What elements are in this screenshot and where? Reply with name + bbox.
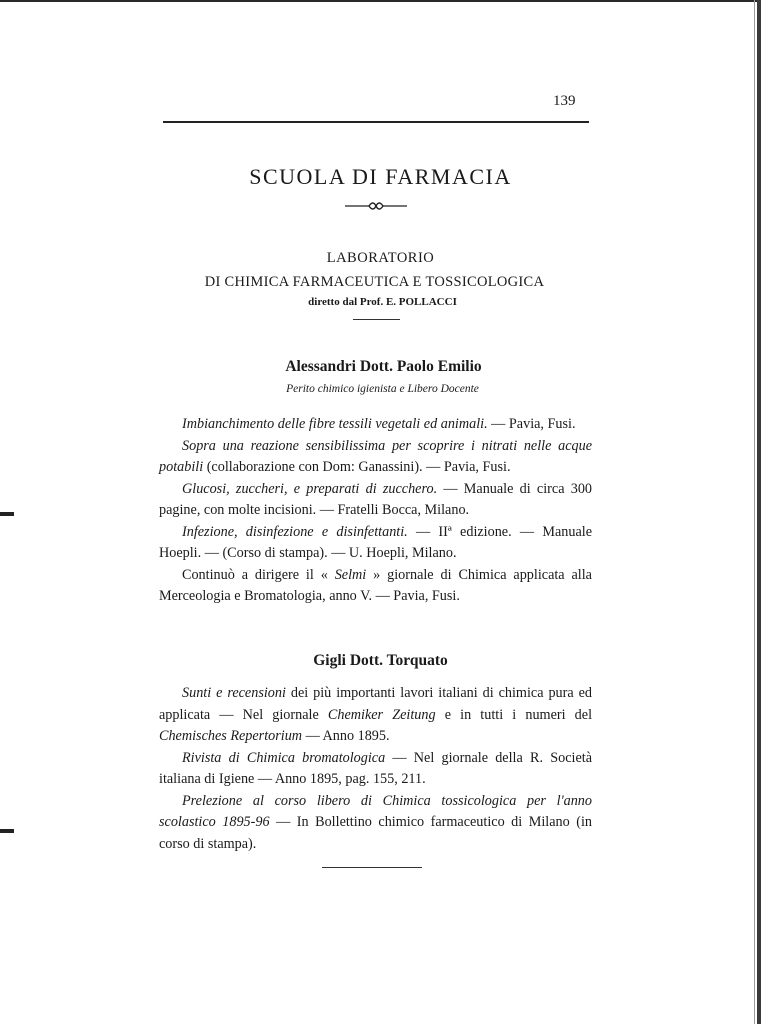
- publication-entry: [159, 522, 592, 565]
- margin-mark: [0, 829, 14, 833]
- ornament-divider-icon: [345, 198, 407, 214]
- laboratory-line1: LABORATORIO: [326, 250, 435, 266]
- publication-list: [159, 683, 592, 855]
- publication-title: Chemiker Zeitung: [327, 706, 436, 723]
- laboratory-line2: DI CHIMICA FARMACEUTICA E TOSSICOLOGICA: [204, 274, 545, 290]
- page-right-edge: [757, 0, 761, 1024]
- publication-entry: [159, 479, 592, 522]
- publication-details: » giornale di Chimica applicata alla Merceologia e Bromatologia, anno V. — Pavia, Fusi.: [159, 566, 592, 604]
- end-rule: [322, 867, 422, 868]
- publication-details: — Pavia, Fusi.: [487, 416, 576, 432]
- publication-details: — IIª edizione. — Manuale Hoepli. — (Corso di stampa). — U. Hoepli, Milano.: [159, 523, 592, 561]
- publication-details: — In Bollettino chimico farmaceutico di Milano (in corso di stampa).: [159, 814, 593, 852]
- publication-title: Sopra una reazione sensibilissima per scoprire i nitrati nelle acque potabili: [159, 437, 592, 475]
- publication-title: Infezione, disinfezione e disinfettanti.: [182, 523, 408, 540]
- publication-list: [159, 414, 592, 608]
- publication-title: Glucosi, zuccheri, e preparati di zucchero.: [182, 480, 438, 497]
- header-rule: [163, 121, 589, 123]
- publication-details: dei più importanti lavori italiani di chimica pura ed applicata — Nel giornale: [159, 685, 592, 723]
- publication-entry: [159, 565, 592, 608]
- page-title: SCUOLA DI FARMACIA: [249, 164, 512, 189]
- section-rule: [353, 319, 400, 320]
- publication-details: — Nel giornale della R. Società italiana di Igiene — Anno 1895, pag. 155, 211.: [159, 749, 592, 787]
- author-heading: Alessandri Dott. Paolo Emilio: [285, 358, 482, 375]
- laboratory-director: diretto dal Prof. E. POLLACCI: [308, 296, 457, 308]
- publication-entry: [159, 436, 592, 479]
- page-right-edge-line: [754, 0, 755, 1024]
- margin-mark: [0, 512, 14, 516]
- publication-entry: [159, 791, 592, 856]
- author-subtitle: Perito chimico igienista e Libero Docente: [286, 383, 479, 395]
- author-heading: Gigli Dott. Torquato: [313, 652, 448, 669]
- publication-details: e in tutti i numeri del: [435, 706, 593, 723]
- publication-entry: [159, 414, 592, 436]
- publication-title: Chemisches Repertorium: [159, 728, 303, 744]
- publication-details: — Anno 1895.: [302, 728, 390, 744]
- publication-details: — Manuale di circa 300 pagine, con molte incisioni. — Fratelli Bocca, Milano.: [159, 480, 593, 518]
- publication-title: Prelezione al corso libero di Chimica tossicologica per l'anno scolastico 1895-96: [159, 792, 592, 830]
- publication-title: Selmi: [334, 566, 367, 583]
- publication-entry: [159, 683, 592, 748]
- page-top-edge: [0, 0, 761, 8]
- page-number: 139: [553, 93, 576, 109]
- publication-title: Sunti e recensioni: [182, 685, 286, 701]
- publication-details: Continuò a dirigere il «: [182, 566, 335, 583]
- publication-details: (collaborazione con Dom: Ganassini). — Pavia, Fusi.: [203, 459, 511, 475]
- publication-title: Imbianchimento delle fibre tessili vegetali ed animali.: [182, 416, 488, 432]
- publication-title: Rivista di Chimica bromatologica: [182, 749, 386, 766]
- publication-entry: [159, 748, 592, 791]
